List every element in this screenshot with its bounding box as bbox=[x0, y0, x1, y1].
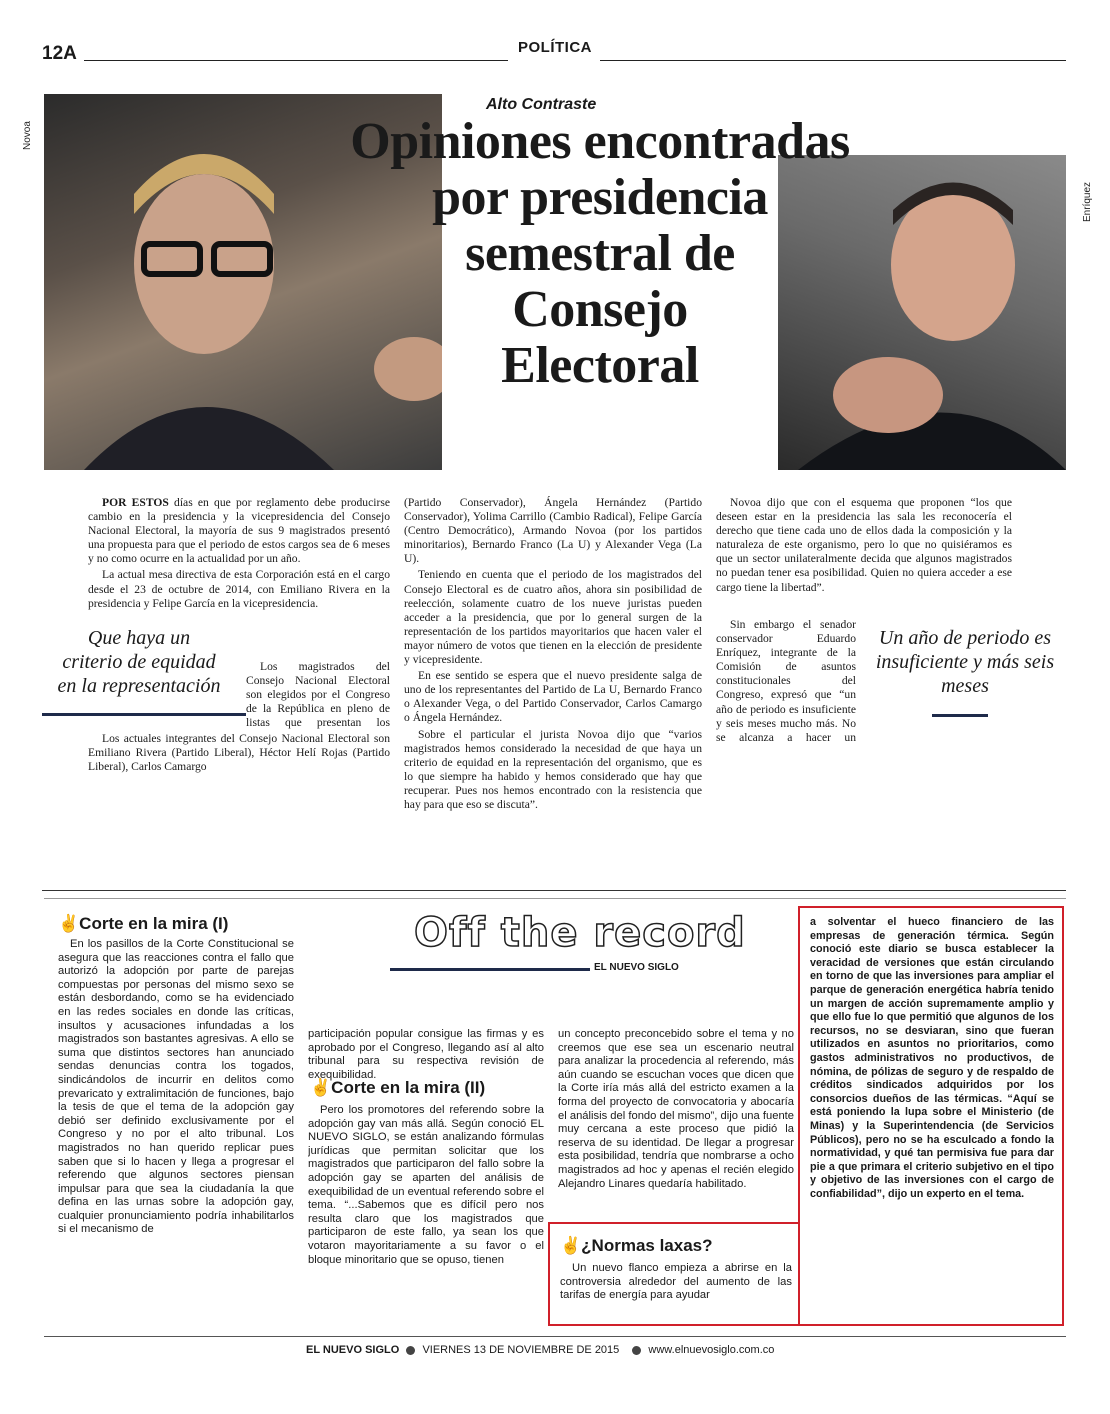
article-column-3 bbox=[716, 496, 1012, 597]
bullet-icon bbox=[406, 1346, 415, 1355]
item-paragraph: participación popular consigue las firmas y es aprobado por el Congreso, llegando así al alto tribunal para su respectiva revisión de exequibilidad. bbox=[308, 1028, 544, 1081]
section-divider bbox=[42, 890, 1066, 891]
headline-line: Consejo bbox=[512, 281, 688, 338]
article-paragraph bbox=[404, 728, 702, 813]
paragraph-text: Novoa dijo que con el esquema que proponen “los que deseen estar en la presidencia las sala les reconocería el derecho que tiene cada uno de ellos dada la composición y la naturaleza de este organismo, pero lo que no quisiéramos es que un sector unilateralmente decida que algunos magistrados no puedan tener esa posibilidad. Quien no quiera acceder a ese cargo tiene la libertad”. bbox=[716, 496, 1012, 594]
pullquote-line: en la representación bbox=[57, 675, 221, 697]
pullquote-right-bar bbox=[932, 714, 988, 717]
footer bbox=[306, 1344, 774, 1356]
photo-right-credit: Enríquez bbox=[1082, 181, 1093, 222]
item2-title bbox=[310, 1078, 485, 1098]
footer-rule bbox=[44, 1336, 1066, 1337]
header-rule-right bbox=[600, 60, 1066, 61]
headline-line: por presidencia bbox=[432, 169, 768, 226]
article-column-1 bbox=[88, 496, 390, 613]
pullquote-right bbox=[858, 626, 1072, 698]
item-paragraph: En los pasillos de la Corte Constitucional se asegura que las reacciones contra el fallo que autorizó la adopción por parte de parejas compuestas por personas del mismo sexo se están desbordando, como se ha evidenciado en las redes sociales en donde las críticas, insultos y acusaciones infundadas a los magistrados son bastantes agresivas. A ello se suma que distintos sectores han anunciado sendas denuncias contra los togados, sindicándolos de incurrir en delitos como prevaricato y extralimitación de funciones, bajo la tesis de que el tema de la adopción gay debió ser definido exclusivamente por el Congreso y no por el alto tribunal. Los magistrados no han querido replicar pues saben que si lo hacen y llega a progresar el referendo que algunos sectores piensan impulsar para que sea la ciudadanía la que defina en las urnas sobre la adopción gay, cualquier pronunciamiento podría inhabilitarlos si el mecanismo de bbox=[58, 938, 294, 1236]
pullquote-left bbox=[36, 626, 242, 698]
article-paragraph bbox=[88, 496, 390, 566]
paragraph-text: La actual mesa directiva de esta Corporación está en el cargo desde el 23 de octubre de 2014, con Emiliano Rivera en la presidencia y Felipe García en la vicepresidencia. bbox=[88, 568, 390, 610]
paragraph-text: (Partido Conservador), Ángela Hernández (Partido Conservador), Yolima Carrillo (Cambio Radical), Felipe García (Centro Democrático), Armando Novoa (por los partidos minoritarios), Bernardo Franco (La U) y Alexander Vega (La U). bbox=[404, 496, 702, 566]
item-paragraph: Pero los promotores del referendo sobre la adopción gay van más allá. Según conoció EL NUEVO SIGLO, se están analizando fórmulas jurídicas que permitan solicitar que los magistrados que participaron del fallo sobre la adopción gay se aparten del análisis de exequibilidad de un eventual referendo sobre el tema. “...Sabemos que es difícil pero nos resulta claro que los magistrados que participaron de este fallo, ya sean los que votaron mayoritariamente a su favor o el bloque minoritario que se opuso, tienen bbox=[308, 1104, 544, 1266]
header-rule-left bbox=[84, 60, 508, 61]
item3-title bbox=[560, 1236, 713, 1256]
item3-body bbox=[560, 1262, 792, 1318]
item-paragraph: un concepto preconcebido sobre el tema y no creemos que ese sea un escenario neutral para analizar la procedencia al referendo, más aún cuando se escuchan voces que dicen que la Corte iría más allá del estricto examen a la forma del proyecto de convocatoria y abocaría el análisis del fondo del mismo”, dijo una fuente muy cercana a este proceso que pidió la reserva de su identidad. De llegar a progresar esta posibilidad, tendría que nombrarse a ocho magistrados ad hoc y apenas el recién elegido Alejandro Linares quedaría habilitado. bbox=[558, 1028, 794, 1190]
paragraph-text: En ese sentido se espera que el nuevo presidente salga de uno de los representantes del Partido de La U, Bernardo Franco o Alexander Vega, o del Partido Conservador, Carlos Camargo o Ángela Hernández. bbox=[404, 669, 702, 725]
article-paragraph bbox=[404, 496, 702, 566]
article-headline bbox=[290, 114, 910, 394]
article-paragraph bbox=[88, 568, 390, 610]
pullquote-line: meses bbox=[941, 675, 989, 697]
victory-hand-icon: ✌ bbox=[560, 1236, 582, 1255]
item-paragraph: a solventar el hueco financiero de las empresas de generación térmica. Según conoció este diario se busca establecer la veracidad de versiones que están circulando en torno de que las inversiones para ampliar el parque de generación energética habría tenido un margen de acción supremamente amplio y que ello fue lo que permitió que algunos de los recursos, no se desviaran, sino que fueran utilizados en asuntos no prioritarios, como gastos administrativos no productivos, de nómina, de pólizas de seguro y de respaldo de créditos sindicados adquiridos por los consorcios dueños de las térmicas. “Aquí se está poniendo la lupa sobre el Ministerio (de Minas) y la Superintendencia (de Servicios Públicos), pero no se ha esculcado a fondo la normatividad, y qué tan permisiva fue para dar pie a que primara el criterio subjetivo en el tipo y objetivo de las inversiones con el cargo de confiabilidad”, dijo un experto en el tema. bbox=[810, 916, 1054, 1200]
headline-line: Opiniones encontradas bbox=[350, 113, 850, 170]
item2-body bbox=[308, 1104, 544, 1318]
headline-line: semestral de bbox=[465, 225, 735, 282]
paragraph-text: Sobre el particular el jurista Novoa dijo que “varios magistrados hemos considerado la necesidad de que haya un criterio de equidad en la representación del organismo, que es lo que siempre ha habido y hemos considerado que hay que recuperar. Pues nos hemos encontrado con la resistencia que hay para que eso se discuta”. bbox=[404, 727, 702, 811]
item1-continued bbox=[308, 1028, 544, 1084]
page-number: 12A bbox=[42, 43, 77, 64]
article-paragraph bbox=[404, 568, 702, 667]
lead-text: días en que por reglamento debe producirse cambio en la presidencia y la vicepresidencia del Consejo Nacional Electoral, la mayoría de sus 9 magistrados presentó una propuesta para que el periodo de estos cargos sea de 6 meses y no como ocurre en la actualidad por un año. bbox=[88, 496, 390, 566]
article-paragraph bbox=[716, 496, 1012, 595]
victory-hand-icon: ✌ bbox=[58, 914, 80, 933]
headline-line: Electoral bbox=[501, 337, 699, 394]
paragraph-text: Los magistrados del Consejo Nacional Electoral son elegidos por el Congreso de la República en pleno de listas que presentan los bbox=[246, 660, 390, 730]
off-the-record-logo: Off the record bbox=[414, 910, 746, 956]
article-column-3-wrap bbox=[716, 618, 856, 746]
pullquote-line: Un año de periodo es bbox=[878, 627, 1052, 649]
item-title-text: ¿Normas laxas? bbox=[581, 1236, 713, 1255]
pullquote-line: criterio de equidad bbox=[62, 651, 216, 673]
victory-hand-icon: ✌ bbox=[310, 1078, 332, 1097]
item-title-text: Corte en la mira (I) bbox=[79, 914, 229, 933]
footer-brand: EL NUEVO SIGLO bbox=[306, 1344, 400, 1356]
paragraph-text: Los actuales integrantes del Consejo Nacional Electoral son Emiliano Rivera (Partido Liberal), Héctor Helí Rojas (Partido Liberal), Carlos Camargo bbox=[88, 732, 390, 774]
article-column-2 bbox=[404, 496, 702, 814]
article-paragraph bbox=[404, 669, 702, 725]
lead-in: POR ESTOS bbox=[102, 496, 169, 509]
section-title: POLÍTICA bbox=[518, 39, 592, 56]
photo-left-credit: Novoa bbox=[22, 121, 33, 150]
pullquote-line: Que haya un bbox=[87, 627, 191, 649]
bullet-icon bbox=[632, 1346, 641, 1355]
item-title-text: Corte en la mira (II) bbox=[331, 1078, 486, 1097]
logo-brand: EL NUEVO SIGLO bbox=[594, 962, 679, 973]
article-kicker: Alto Contraste bbox=[486, 96, 597, 113]
paragraph-text: Sin embargo el senador conservador Eduardo Enríquez, integrante de la Comisión de asuntos constitucionales del Congreso, expresó que “un año de periodo es insuficiente y seis meses mucho más. No se alcanza a hacer un bbox=[716, 618, 856, 744]
pullquote-left-bar bbox=[42, 713, 246, 716]
article-paragraph bbox=[716, 618, 856, 744]
item2-continued bbox=[558, 1028, 794, 1222]
article-column-1-lower bbox=[88, 732, 390, 776]
paragraph-text: Teniendo en cuenta que el periodo de los magistrados del Consejo Electoral es de cuatro años, ahora sin posibilidad de reelección, solamente cuatro de los nueve juristas pueden acceder a la presidencia, que por lo general surgen de la representación de los partidos mayoritarios que hacen valer el mayor número de votos que tienen en la elección de presidente y vicepresidente. bbox=[404, 568, 702, 667]
item3-continued bbox=[810, 916, 1054, 1316]
footer-url[interactable]: www.elnuevosiglo.com.co bbox=[648, 1344, 775, 1356]
logo-rule bbox=[390, 968, 590, 971]
pullquote-line: insuficiente y más seis bbox=[875, 651, 1055, 673]
item-paragraph: Un nuevo flanco empieza a abrirse en la controversia alrededor del aumento de las tarifas de energía para ayudar bbox=[560, 1262, 792, 1302]
footer-date: VIERNES 13 DE NOVIEMBRE DE 2015 bbox=[422, 1344, 620, 1356]
article-paragraph bbox=[88, 732, 390, 774]
article-paragraph bbox=[246, 660, 390, 730]
article-column-1-wrap bbox=[246, 660, 390, 732]
item1-body bbox=[58, 938, 294, 1318]
item1-title bbox=[58, 914, 228, 934]
